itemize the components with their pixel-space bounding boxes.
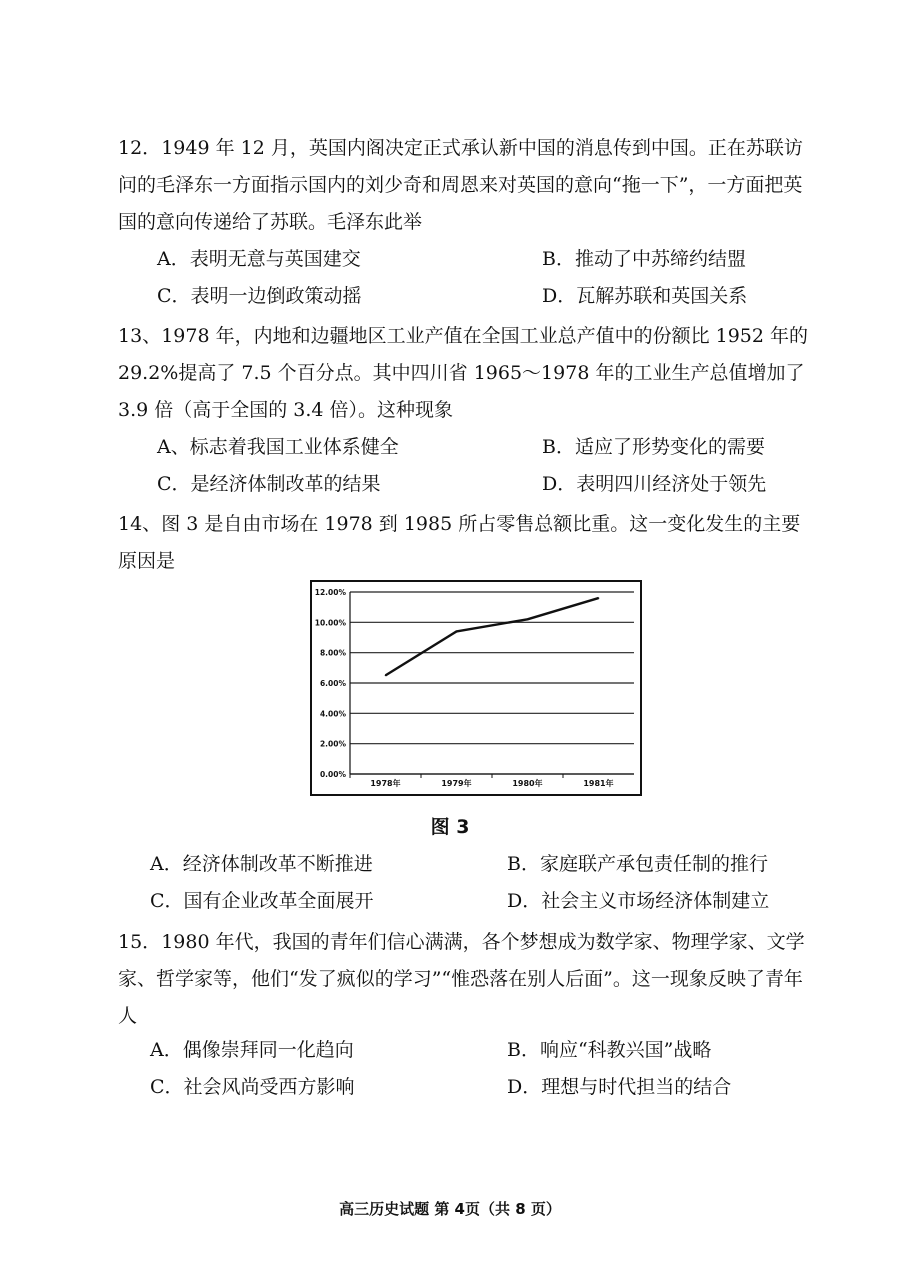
question-stem: 1949 年 12 月，英国内阁决定正式承认新中国的消息传到中国。正在苏联访问的毛泽东一方面指示国内的刘少奇和周恩来对英国的意向“拖一下”，一方面把英国的意向传递给了苏联。毛泽东此举	[118, 137, 803, 233]
chart-frame	[311, 581, 641, 795]
data-point	[385, 675, 387, 677]
option-c: C．社会风尚受西方影响	[150, 1076, 355, 1098]
option-a: A、标志着我国工业体系健全	[157, 436, 399, 458]
question-number: 14、	[118, 513, 162, 535]
option-c: C．表明一边倒政策动摇	[157, 285, 362, 307]
question-14	[118, 506, 818, 580]
y-tick-label: 0.00%	[319, 770, 346, 779]
x-tick-label: 1981年	[583, 779, 614, 788]
x-tick-label: 1979年	[441, 779, 472, 788]
x-tick-label: 1980年	[512, 779, 543, 788]
options-13	[157, 429, 817, 503]
data-point	[456, 631, 458, 633]
x-tick-label: 1978年	[370, 779, 401, 788]
y-tick-label: 10.00%	[314, 618, 346, 628]
y-tick-label: 8.00%	[319, 648, 346, 658]
options-15	[150, 1032, 817, 1106]
line-chart	[310, 580, 642, 796]
options-12	[157, 241, 817, 315]
question-stem: 1980 年代，我国的青年们信心满满，各个梦想成为数学家、物理学家、文学家、哲学家等，他们“发了疯似的学习”“惟恐落在别人后面”。这一现象反映了青年人	[118, 931, 805, 1027]
option-d: D．瓦解苏联和英国关系	[542, 285, 748, 307]
option-a: A．经济体制改革不断推进	[150, 853, 373, 875]
question-stem: 1978 年，内地和边疆地区工业产值在全国工业总产值中的份额比 1952 年的 29.2%提高了 7.5 个百分点。其中四川省 1965～1978 年的工业生产总值增加了 3.9 倍（高于全国的 3.4 倍）。这种现象	[118, 325, 809, 421]
question-number: 15．	[118, 931, 162, 953]
question-13	[118, 318, 818, 429]
option-d: D．社会主义市场经济体制建立	[507, 890, 770, 912]
option-d: D．理想与时代担当的结合	[507, 1076, 732, 1098]
figure-caption: 图 3	[430, 816, 470, 838]
y-tick-label: 4.00%	[319, 709, 346, 719]
question-number: 13、	[118, 325, 162, 347]
y-tick-label: 2.00%	[319, 739, 346, 749]
data-point	[598, 597, 600, 599]
option-b: B．响应“科教兴国”战略	[507, 1039, 712, 1061]
option-a: A．表明无意与英国建交	[157, 248, 361, 270]
question-12	[118, 130, 818, 241]
page-footer: 高三历史试题 第 4页（共 8 页）	[339, 1200, 561, 1218]
y-tick-label: 6.00%	[319, 679, 346, 688]
option-c: C．国有企业改革全面展开	[150, 890, 374, 912]
question-stem: 图 3 是自由市场在 1978 到 1985 所占零售总额比重。这一变化发生的主要原因是	[118, 513, 801, 572]
chart-svg	[310, 580, 642, 796]
y-tick-label: 12.00%	[314, 588, 346, 597]
option-b: B．家庭联产承包责任制的推行	[507, 853, 768, 875]
option-a: A．偶像崇拜同一化趋向	[150, 1039, 354, 1061]
options-14	[150, 846, 817, 920]
question-number: 12．	[118, 137, 162, 159]
series-line	[386, 598, 599, 675]
question-15	[118, 924, 820, 1035]
option-b: B．适应了形势变化的需要	[542, 436, 765, 458]
data-point	[527, 619, 529, 621]
option-c: C．是经济体制改革的结果	[157, 473, 381, 495]
option-b: B．推动了中苏缔约结盟	[542, 248, 746, 270]
option-d: D．表明四川经济处于领先	[542, 473, 767, 495]
